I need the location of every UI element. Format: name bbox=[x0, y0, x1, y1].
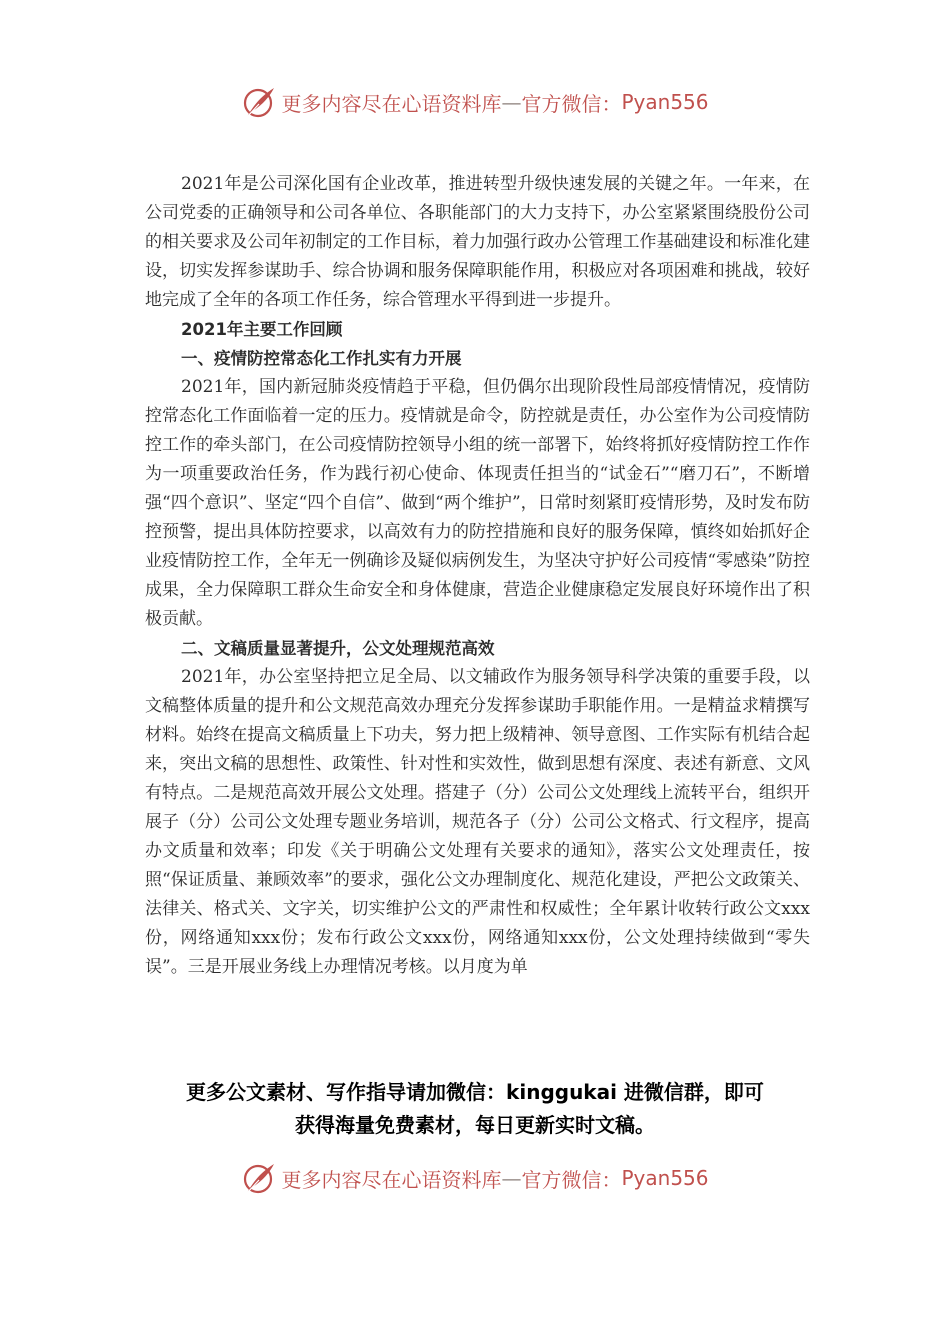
section-heading-documents: 二、文稿质量显著提升，公文处理规范高效 bbox=[181, 639, 495, 658]
quill-logo-icon bbox=[241, 1160, 277, 1196]
document-body bbox=[145, 170, 810, 982]
watermark-header bbox=[0, 80, 950, 124]
watermark-official-label: 官方微信： bbox=[521, 91, 622, 116]
intro-paragraph: 2021年是公司深化国有企业改革，推进转型升级快速发展的关键之年。一年来，在公司党委的正确领导和公司各单位、各职能部门的大力支持下，办公室紧紧围绕股份公司的相关要求及公司年初制定的工作目标，着力加强行政办公管理工作基础建设和标准化建设，切实发挥参谋助手、综合协调和服务保障职能作用，积极应对各项困难和挑战，较好地完成了全年的各项工作任务，综合管理水平得到进一步提升。 bbox=[145, 174, 810, 310]
watermark-main-text: 更多内容尽在心语资料库 bbox=[281, 91, 502, 116]
section-heading-epidemic: 一、疫情防控常态化工作扎实有力开展 bbox=[181, 349, 462, 368]
watermark-footer bbox=[0, 1156, 950, 1200]
watermark-separator: — bbox=[501, 1166, 522, 1190]
watermark-wechat-id: Pyan556 bbox=[621, 1166, 709, 1190]
documents-paragraph: 2021年，办公室坚持把立足全局、以文辅政作为服务领导科学决策的重要手段，以文稿整体质量的提升和公文规范高效办理充分发挥参谋助手职能作用。一是精益求精撰写材料。始终在提高文稿质量上下功夫，努力把上级精神、领导意图、工作实际有机结合起来，突出文稿的思想性、政策性、针对性和实效性，做到思想有深度、表述有新意、文风有特点。二是规范高效开展公文处理。搭建子（分）公司公文处理线上流转平台，组织开展子（分）公司公文处理专题业务培训，规范各子（分）公司公文格式、行文程序，提高办文质量和效率；印发《关于明确公文处理有关要求的通知》，落实公文处理责任，按照“保证质量、兼顾效率”的要求，强化公文办理制度化、规范化建设，严把公文政策关、法律关、格式关、文字关，切实维护公文的严肃性和权威性；全年累计收转行政公文xxx份，网络通知xxx份；发布行政公文xxx份，网络通知xxx份，公文处理持续做到“零失误”。三是开展业务线上办理情况考核。以月度为单 bbox=[145, 667, 810, 977]
promo-line-2: 获得海量免费素材，每日更新实时文稿。 bbox=[295, 1113, 655, 1137]
quill-logo-icon bbox=[241, 84, 277, 120]
watermark-wechat-id: Pyan556 bbox=[621, 90, 709, 114]
watermark-official-label: 官方微信： bbox=[521, 1167, 622, 1192]
watermark-main-text: 更多内容尽在心语资料库 bbox=[281, 1167, 502, 1192]
section-heading-review: 2021年主要工作回顾 bbox=[181, 320, 343, 339]
promo-line-1: 更多公文素材、写作指导请加微信：kinggukai 进微信群，即可 bbox=[186, 1080, 764, 1104]
epidemic-paragraph: 2021年，国内新冠肺炎疫情趋于平稳，但仍偶尔出现阶段性局部疫情情况，疫情防控常态化工作面临着一定的压力。疫情就是命令，防控就是责任，办公室作为公司疫情防控工作的牵头部门，在公司疫情防控领导小组的统一部署下，始终将抓好疫情防控工作作为一项重要政治任务，作为践行初心使命、体现责任担当的“试金石”“磨刀石”，不断增强“四个意识”、坚定“四个自信”、做到“两个维护”，日常时刻紧盯疫情形势，及时发布防控预警，提出具体防控要求，以高效有力的防控措施和良好的服务保障，慎终如始抓好企业疫情防控工作，全年无一例确诊及疑似病例发生，为坚决守护好公司疫情“零感染”防控成果，全力保障职工群众生命安全和身体健康，营造企业健康稳定发展良好环境作出了积极贡献。 bbox=[145, 377, 810, 629]
promo-notice bbox=[100, 1076, 850, 1142]
watermark-separator: — bbox=[501, 90, 522, 114]
